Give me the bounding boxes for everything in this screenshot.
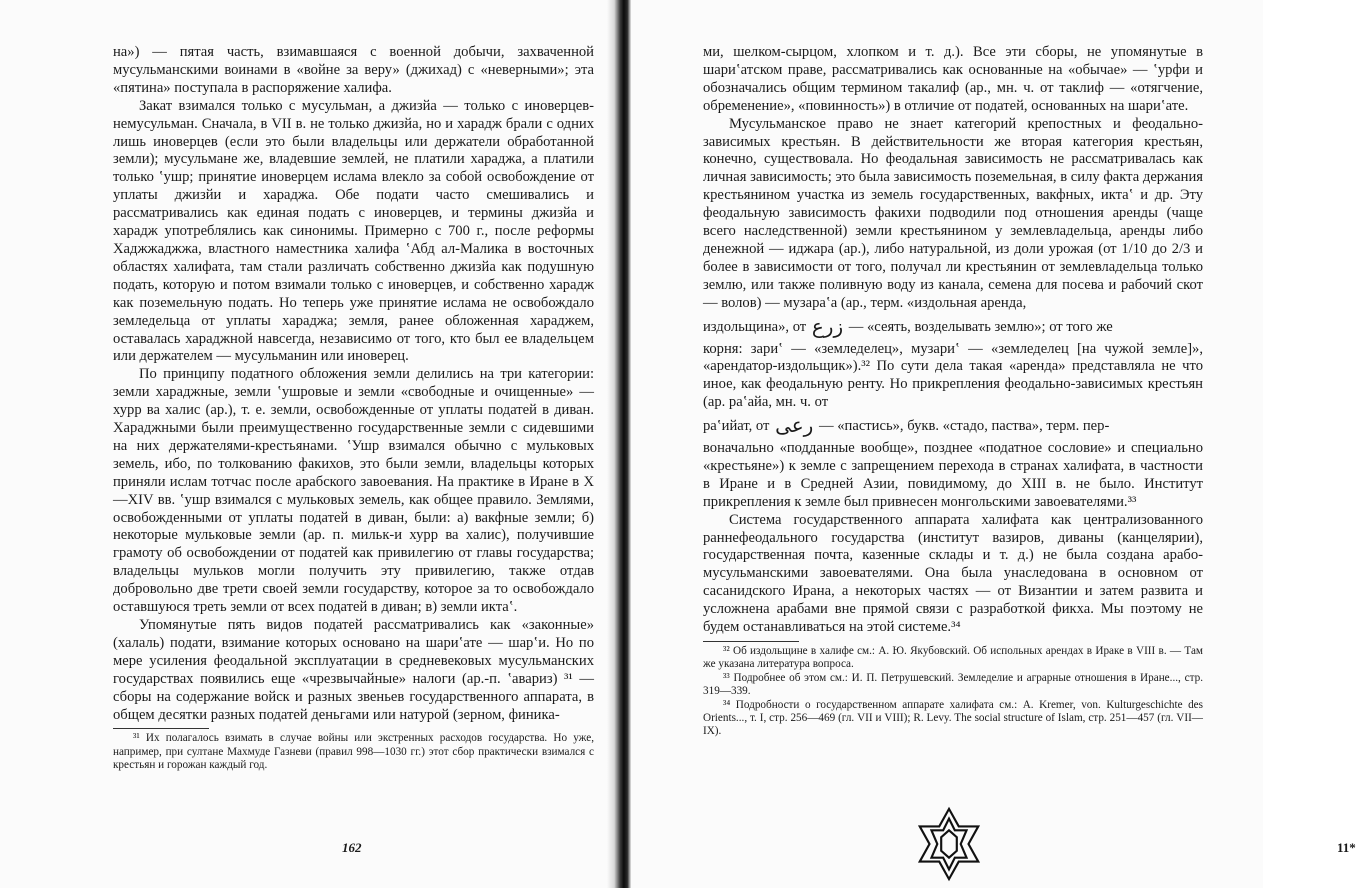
paragraph: ми, шелком-сырцом, хлопком и т. д.). Все эти сборы, не упомянутые в шариʽатском праве, рассматривались как основанные на «обычае» — ʽурфи и обозначались общим термином такалиф (ар., мн. ч. от таклиф — «отягчение, обременение», «повинность») в отличие от податей, основанных на шариʽате. (703, 44, 1203, 114)
arabic-word: رعى (775, 413, 814, 438)
footnote-rule (703, 641, 799, 642)
footnote: ³⁴ Подробности о государственном аппарате халифата см.: A. Kremer, von. Kulturgeschichte des Orients..., т. I, стр. 256—469 (гл. VII и VIII); R. Levy. The social structure of Islam, стр. 251—457 (гл. VII—IX). (703, 698, 1203, 738)
footnotes (113, 732, 594, 772)
right-page (628, 0, 1356, 888)
book-gutter (607, 0, 631, 888)
paragraph-continuation (703, 413, 1203, 438)
right-text-column (703, 44, 1203, 739)
footnotes (703, 645, 1203, 739)
paragraph: По принципу податного обложения земли делились на три категории: земли хараджные, земли ʽушровые и земли «свободные и очищенные» — хурр ва халис (ар.), т. е. земли, освобожденные от уплаты податей в диван. Хараджными были преимущественно государственные земли с сидевшими на них держателями-крестьянами. ʽУшр взимался обычно с мульковых земель, ибо, по толкованию факихов, это были земли, владельцы которых приняли ислам тотчас после арабского завоевания. На практике в Иране в X—XIV вв. ʽушр взимался с мульковых земель, как общее правило. Землями, освобожденными от уплаты податей в диван, были: а) вакфные земли; б) некоторые мульковые земли (ар. п. мильк-и хурр ва халис), получившие грамоту об освобождении от податей как привилегию от главы государства; владельцы мульков могли получить эту привилегию, также отдав добровольно две трети своей земли государству, которое за то освобождало оставшуюся треть земли от всех податей в диван; в) земли иктаʽ. (113, 366, 594, 616)
left-page (0, 0, 628, 888)
page-number: 11* (1337, 840, 1356, 855)
paragraph-continuation: корня: зариʽ — «земледелец», музариʽ — «земледелец [на чужой земле]», «арендатор-издольщик»).³² По сути дела такая «аренда» представляла не что иное, как феодальную ренту. Но прикрепления феодально-зависимых крестьян (ар. раʽайа, мн. ч. от (703, 340, 1203, 411)
footnote: ³¹ Их полагалось взимать в случае войны или экстренных расходов государства. Но уже, например, при султане Махмуде Газневи (правил 998—1030 гг.) этот сбор практически взимался с крестьян и горожан каждый год. (113, 732, 594, 772)
footnote: ³³ Подробнее об этом см.: И. П. Петрушевский. Земледелие и аграрные отношения в Иране..., стр. 319—339. (703, 671, 1203, 698)
paragraph-text: издольщина», от (703, 318, 807, 335)
star-ornament-icon (910, 805, 988, 883)
page-number: 162 (342, 840, 362, 855)
paragraph-text: — «пастись», букв. «стадо, паства», терм. пер- (819, 418, 1110, 435)
paragraph-continuation: воначально «подданные вообще», позднее «податное сословие» и специально «крестьяне») к земле с запрещением перехода в странах халифата, в частности в Иране и в Средней Азии, повидимому, до XIII в. не было. Институт прикрепления к земле был привнесен монгольскими завоевателями.³³ (703, 440, 1203, 510)
left-text-column (113, 44, 594, 773)
paragraph: Закат взимался только с мусульман, а джизйа — только с иноверцев-немусульман. Сначала, в VII в. не только джизйа, но и харадж брали с одних лишь иноверцев (если это были владельцы или держатели обработанной земли); мусульмане же, владевшие землей, не платили хараджа, а платили только ʽушр; принятие иноверцем ислама влекло за собой освобождение от уплаты джизйи и хараджа. Обе подати часто смешивались и рассматривались как единая подать с иноверцев, и термины джизйа и харадж употреблялись как синонимы. Примерно с 700 г., после реформы Хаджжаджжа, властного наместника халифа ʽАбд ал-Малика в восточных областях халифата, там стали различать собственно джизйа как подушную подать, которую и потом взимали только с иноверцев, и собственно харадж как поземельную подать. Но теперь уже принятие ислама не освобождало земледельца от уплаты хараджа; земля, ранее обложенная хараджем, оставалась хараджной навсегда, независимо от того, кто был ее владельцем или держателем — мусульманин или иноверец. (113, 97, 594, 365)
footnote-rule (113, 728, 209, 729)
arabic-word: زرع (811, 313, 844, 338)
paragraph: Упомянутые пять видов податей рассматривались как «законные» (халаль) подати, взимание которых основано на шариʽате — шарʽи. Но по мере усиления феодальной эксплуатации в средневековых мусульманских государствах появились еще «чрезвычайные» налоги (ар.-п. ʽавариз) ³¹ — сборы на содержание войск и разных звеньев государственного аппарата, в общем десятки разных податей деньгами или натурой (зерном, финика- (113, 617, 594, 723)
paragraph-text: — «сеять, возделывать землю»; от того же (848, 318, 1113, 335)
footnote: ³² Об издольщине в халифе см.: А. Ю. Якубовский. Об испольных арендах в Ираке в VIII в. — Там же указана литература вопроса. (703, 645, 1203, 671)
paragraph: Система государственного аппарата халифата как централизованного раннефеодального государства (институт вазиров, диваны (канцелярии), государственная почта, казенные склады и т. д.) не была создана арабо-мусульманскими завоевателями. Она была унаследована в основном от сасанидского Ирана, а некоторых частях — от Византии и затем развита и усложнена арабами вне прямой связи с разработкой фикха. Мы поэтому не будем останавливаться на этой системе.³⁴ (703, 511, 1203, 636)
paragraph (703, 116, 1203, 313)
paragraph-text: Мусульманское право не знает категорий крепостных и феодально-зависимых крестьян. В действительности же вторая категория крестьян, конечно, существовала. Но феодальная зависимость не рассматривалась как личная зависимость; это была зависимость поземельная, в силу факта держания крестьянином участка из земель государственных, вакфных, иктаʽ и др. Эту феодальную зависимость факихи подводили под отношения аренды (чаще всего наследственной) земли крестьянином у землевладельца, аренды либо денежной — иджара (ар.), либо натуральной, из доли урожая (от 1/10 до 2/3 и более в зависимости от того, получал ли крестьянин от землевладельца только землю, или также поливную воду из канала, семена для посева и рабочий скот — волов) — музараʽа (ар., терм. «издольная аренда, (703, 115, 1203, 311)
paragraph-text: раʽийат, от (703, 418, 770, 435)
paragraph: на») — пятая часть, взимавшаяся с военной добычи, захваченной мусульманскими воинами в «войне за веру» (джихад) с «неверными»; эта «пятина» поступала в распоряжение халифа. (113, 44, 594, 96)
paragraph-continuation (703, 313, 1203, 338)
